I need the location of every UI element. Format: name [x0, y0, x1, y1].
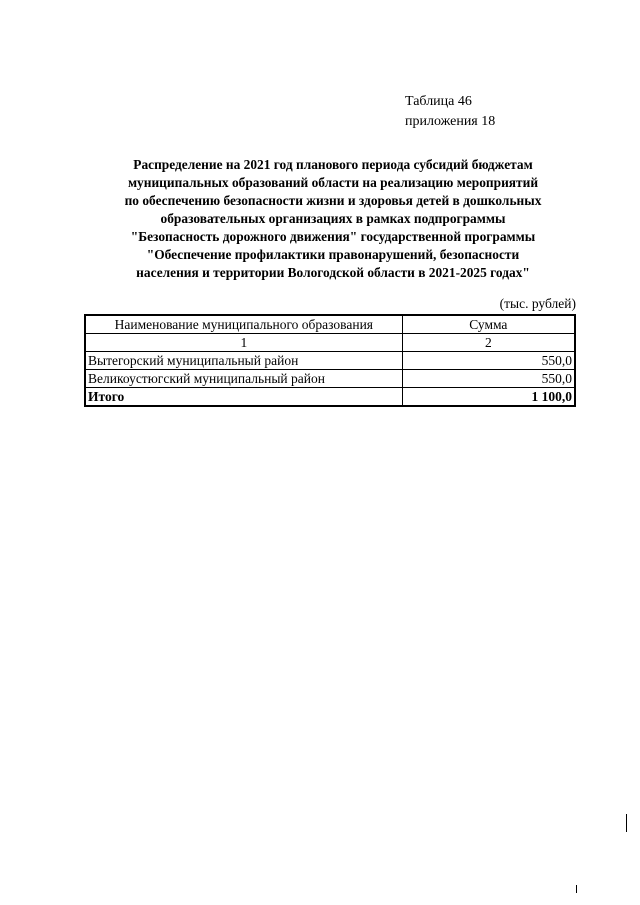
title-line: образовательных организациях в рамках подпрограммы: [160, 211, 506, 226]
table-header-row: [85, 315, 575, 334]
title-line: муниципальных образований области на реализацию мероприятий: [127, 175, 539, 190]
amount-value: 550,0: [402, 370, 575, 388]
column-number-1: 1: [85, 334, 402, 352]
table-reference: [405, 92, 495, 132]
title-line: по обеспечению безопасности жизни и здоровья детей в дошкольных: [124, 193, 542, 208]
units-label: (тыс. рублей): [499, 296, 576, 311]
column-number-2: 2: [402, 334, 575, 352]
scan-artifact-mark: [576, 885, 577, 893]
title-line: Распределение на 2021 год планового периода субсидий бюджетам: [133, 157, 533, 172]
scan-artifact-mark: [626, 814, 627, 832]
municipality-name: Вытегорский муниципальный район: [85, 352, 402, 370]
appendix-number: приложения 18: [405, 114, 496, 129]
total-amount: 1 100,0: [402, 388, 575, 407]
table-row: [85, 352, 575, 370]
total-label: Итого: [85, 388, 402, 407]
subsidy-table: [84, 314, 576, 407]
title-line: населения и территории Вологодской области в 2021-2025 годах": [136, 265, 530, 280]
table-row: [85, 370, 575, 388]
amount-value: 550,0: [402, 352, 575, 370]
document-title: [90, 156, 576, 282]
title-line: "Безопасность дорожного движения" государственной программы: [130, 229, 536, 244]
total-row: [85, 388, 575, 407]
title-line: "Обеспечение профилактики правонарушений, безопасности: [146, 247, 520, 262]
header-municipality: Наименование муниципального образования: [85, 315, 402, 334]
municipality-name: Великоустюгский муниципальный район: [85, 370, 402, 388]
header-amount: Сумма: [402, 315, 575, 334]
table-number: Таблица 46: [405, 94, 472, 109]
column-number-row: [85, 334, 575, 352]
